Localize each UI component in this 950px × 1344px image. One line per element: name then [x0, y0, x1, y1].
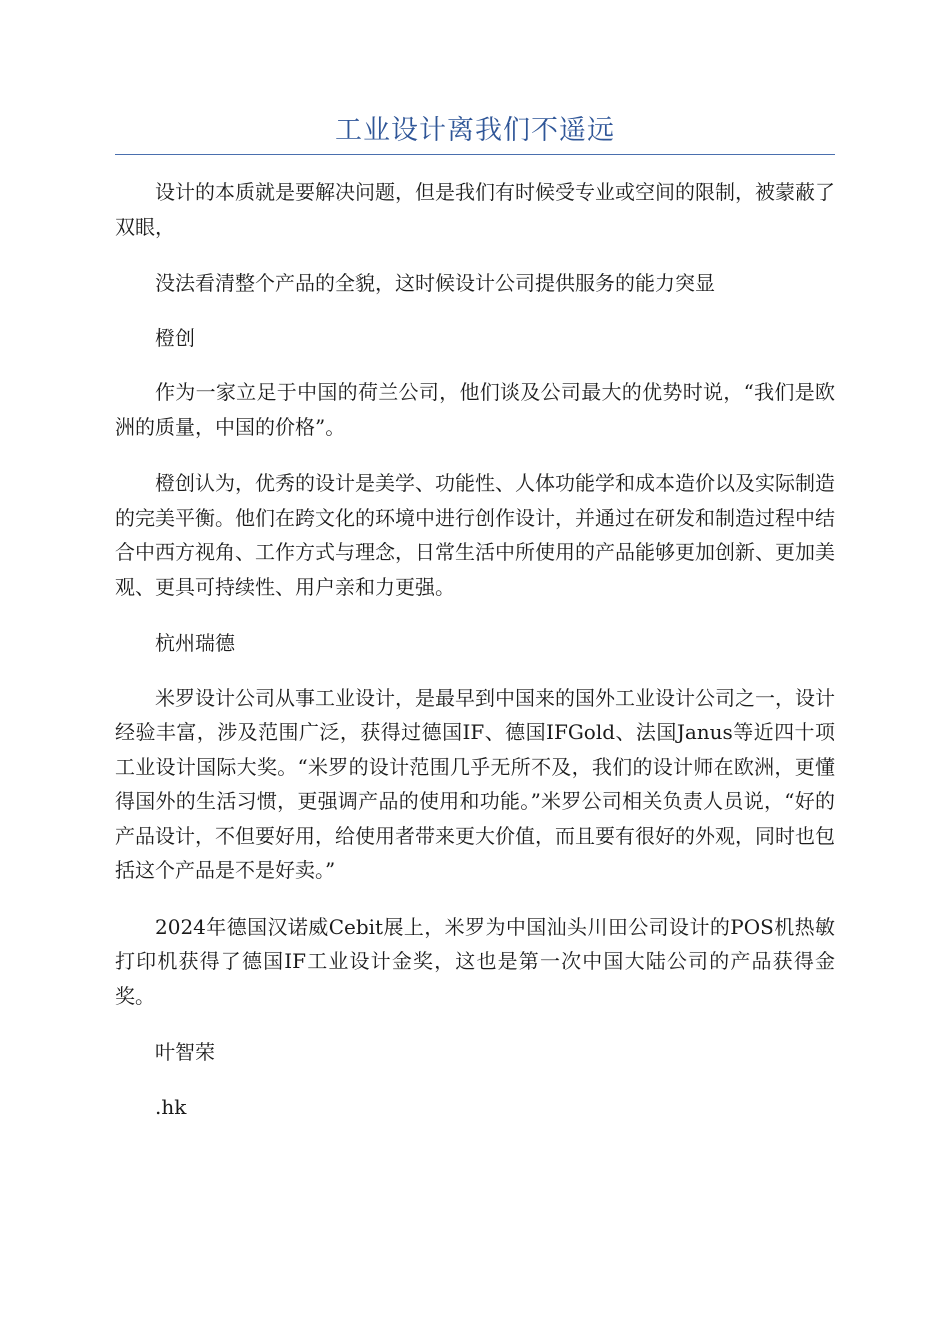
company-heading-ye-zhirong: 叶智荣 [155, 1040, 215, 1064]
document-page [115, 110, 835, 1146]
paragraph-intro: 设计的本质就是要解决问题，但是我们有时候受专业或空间的限制，被蒙蔽了双眼， [115, 180, 835, 239]
company-heading-chengchuang: 橙创 [155, 325, 195, 350]
paragraph-hk: .hk [155, 1094, 187, 1119]
company-heading-hangzhou-ruide: 杭州瑞德 [155, 631, 235, 655]
paragraph-overview: 没法看清整个产品的全貌，这时候设计公司提供服务的能力突显 [155, 271, 715, 295]
paragraph-cebit-award: 2024年德国汉诺威Cebit展上，米罗为中国汕头川田公司设计的POS机热敏打印机获得了德国IF工业设计金奖，这也是第一次中国大陆公司的产品获得金奖。 [115, 914, 835, 1008]
paragraph-chengchuang-quote: 作为一家立足于中国的荷兰公司，他们谈及公司最大的优势时说，“我们是欧洲的质量，中国的价格”。 [115, 380, 835, 439]
title-underline [115, 154, 835, 155]
paragraph-miro-design: 米罗设计公司从事工业设计，是最早到中国来的国外工业设计公司之一，设计经验丰富，涉及范围广泛，获得过德国IF、德国IFGold、法国Janus等近四十项工业设计国际大奖。“米罗的设计范围几乎无所不及，我们的设计师在欧洲，更懂得国外的生活习惯，更强调产品的使用和功能。”米罗公司相关负责人员说，“好的产品设计，不但要好用，给使用者带来更大价值，而且要有很好的外观，同时也包括这个产品是不是好卖。” [115, 685, 835, 882]
paragraph-chengchuang-philosophy: 橙创认为，优秀的设计是美学、功能性、人体功能学和成本造价以及实际制造的完美平衡。他们在跨文化的环境中进行创作设计，并通过在研发和制造过程中结合中西方视角、工作方式与理念，日常生活中所使用的产品能够更加创新、更加美观、更具可持续性、用户亲和力更强。 [115, 471, 835, 599]
document-title: 工业设计离我们不遥远 [335, 115, 615, 146]
